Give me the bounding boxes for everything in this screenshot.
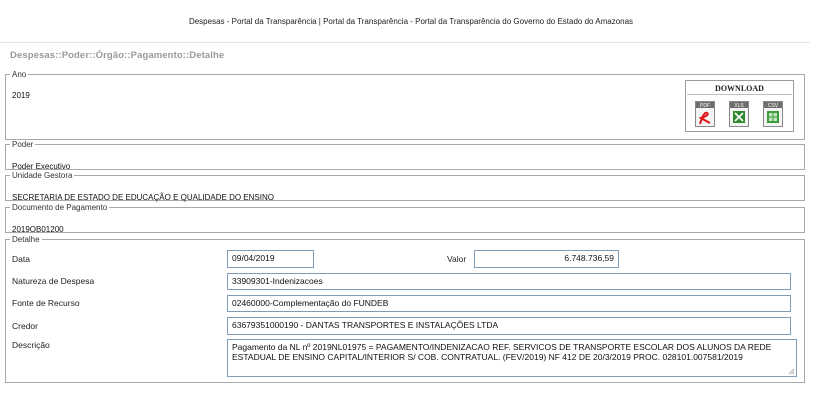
pdf-icon-label: PDF bbox=[700, 103, 710, 109]
valor-label: Valor bbox=[447, 254, 467, 264]
fonte-recurso-field[interactable]: 02460000-Complementação do FUNDEB bbox=[227, 295, 791, 312]
pdf-icon[interactable] bbox=[695, 101, 715, 127]
page-scroll-track[interactable] bbox=[810, 42, 822, 406]
fonte-recurso-label: Fonte de Recurso bbox=[12, 298, 80, 308]
descricao-textarea[interactable] bbox=[227, 339, 797, 377]
data-field[interactable]: 09/04/2019 bbox=[227, 250, 314, 268]
xls-icon[interactable] bbox=[729, 101, 749, 127]
csv-icon[interactable] bbox=[763, 101, 783, 127]
unidade-gestora-fieldset bbox=[5, 171, 805, 201]
data-label: Data bbox=[12, 254, 30, 264]
poder-value: Poder Executivo bbox=[12, 162, 71, 171]
documento-pagamento-legend: Documento de Pagamento bbox=[12, 203, 108, 212]
ano-value: 2019 bbox=[12, 91, 30, 100]
documento-pagamento-fieldset bbox=[5, 203, 805, 233]
detalhe-legend: Detalhe bbox=[12, 235, 40, 244]
poder-legend: Poder bbox=[12, 140, 34, 149]
descricao-label: Descrição bbox=[12, 340, 50, 350]
resize-grip-icon[interactable] bbox=[788, 368, 795, 375]
breadcrumb: Despesas::Poder::Órgão::Pagamento::Detalhe bbox=[10, 50, 225, 61]
csv-icon-label: CSV bbox=[767, 103, 779, 109]
download-divider bbox=[687, 94, 792, 95]
poder-fieldset bbox=[5, 140, 805, 170]
natureza-despesa-field[interactable]: 33909301-Indenizacoes bbox=[227, 273, 791, 290]
ano-legend: Ano bbox=[12, 70, 27, 79]
browser-title-bar bbox=[0, 0, 822, 43]
descricao-text: Pagamento da NL nº 2019NL01975 = PAGAMENTO/INDENIZACAO REF. SERVICOS DE TRANSPORTE ESCOLAR DOS ALUNOS DA REDE ESTADUAL DE ENSINO CAPITAL/INTERIOR S/ COB. CONTRATUAL. (FEV/2019) NF 412 DE 20/3/2019 PROC. 028101.007581/2019 bbox=[232, 342, 772, 362]
credor-label: Credor bbox=[12, 321, 38, 331]
download-panel bbox=[685, 80, 794, 132]
credor-field[interactable]: 63679351000190 - DANTAS TRANSPORTES E INSTALAÇÕES LTDA bbox=[227, 317, 791, 335]
documento-pagamento-value: 2019OB01200 bbox=[12, 225, 64, 234]
xls-icon-label: XLS bbox=[734, 103, 744, 109]
download-title: DOWNLOAD bbox=[715, 84, 764, 93]
window-title: Despesas - Portal da Transparência | Portal da Transparência - Portal da Transparência do Governo do Estado do Amazonas bbox=[188, 17, 634, 26]
unidade-gestora-value: SECRETARIA DE ESTADO DE EDUCAÇÃO E QUALIDADE DO ENSINO bbox=[12, 193, 274, 202]
natureza-despesa-label: Natureza de Despesa bbox=[12, 276, 95, 286]
valor-field[interactable]: 6.748.736,59 bbox=[474, 250, 619, 268]
unidade-gestora-legend: Unidade Gestora bbox=[12, 171, 73, 180]
